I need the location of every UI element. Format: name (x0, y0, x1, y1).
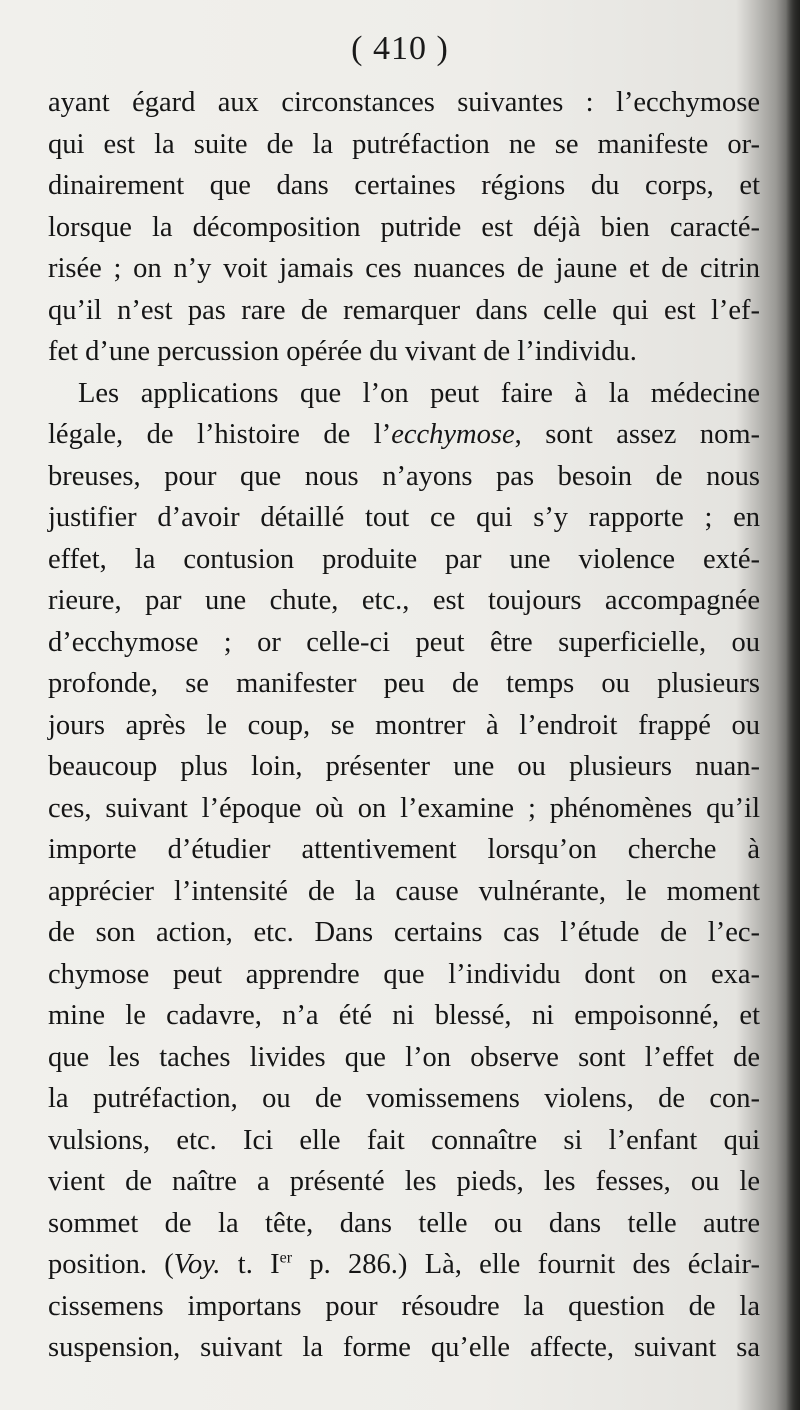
body-text (48, 82, 760, 1369)
text-line: de son action, etc. Dans certains cas l’étude de l’ec- (48, 917, 760, 948)
text-line: d’ecchymose ; or celle-ci peut être superficielle, ou (48, 626, 760, 658)
text-line: vient de naître a présenté les pieds, les fesses, ou le (48, 1166, 760, 1197)
text-line: fet d’une percussion opérée du vivant de l’individu. (48, 336, 637, 367)
text-segment: t. I (220, 1249, 280, 1280)
text-segment: , sont assez nom- (514, 419, 760, 450)
text-line: importe d’étudier attentivement lorsqu’on cherche à (48, 834, 760, 865)
text-segment: position. ( (48, 1249, 174, 1280)
text-line: chymose peut apprendre que l’individu dont on exa- (48, 958, 760, 990)
text-line: que les taches livides que l’on observe sont l’effet de (48, 1041, 760, 1073)
text-line: profonde, se manifester peu de temps ou plusieurs (48, 668, 760, 699)
text-line: justifier d’avoir détaillé tout ce qui s’y rapporte ; en (48, 502, 760, 533)
italic-term: ecchymose (391, 419, 515, 450)
text-line (48, 1244, 760, 1286)
text-line: rieure, par une chute, etc., est toujours accompagnée (48, 585, 760, 616)
text-line: breuses, pour que nous n’ayons pas besoin de nous (48, 460, 760, 492)
text-line: effet, la contusion produite par une violence exté- (48, 543, 760, 575)
text-line: suspension, suivant la forme qu’elle affecte, suivant sa (48, 1332, 760, 1363)
text-line: ayant égard aux circonstances suivantes : l’ecchymose (48, 87, 760, 118)
text-line: qu’il n’est pas rare de remarquer dans celle qui est l’ef- (48, 294, 760, 326)
text-line: la putréfaction, ou de vomissemens violens, de con- (48, 1083, 760, 1114)
text-segment: p. 286.) Là, elle fournit des éclair- (292, 1249, 760, 1280)
page-number: ( 410 ) (351, 30, 449, 67)
text-line: risée ; on n’y voit jamais ces nuances de jaune et de citrin (48, 253, 760, 284)
italic-abbreviation: Voy. (173, 1249, 221, 1280)
text-line: lorsque la décomposition putride est déjà bien caracté- (48, 211, 760, 243)
text-line: ces, suivant l’époque où on l’examine ; phénomènes qu’il (48, 792, 760, 824)
superscript: er (279, 1249, 293, 1267)
text-line: apprécier l’intensité de la cause vulnérante, le moment (48, 875, 760, 907)
text-line: jours après le coup, se montrer à l’endroit frappé ou (48, 709, 760, 741)
text-line: mine le cadavre, n’a été ni blessé, ni empoisonné, et (48, 1000, 760, 1031)
text-line: cissemens importans pour résoudre la question de la (48, 1290, 760, 1322)
page-edge-shadow (786, 0, 800, 1410)
text-line: beaucoup plus loin, présenter une ou plusieurs nuan- (48, 751, 760, 782)
text-segment: légale, de l’histoire de l’ (48, 419, 392, 450)
text-line: Les applications que l’on peut faire à la médecine (78, 377, 760, 409)
text-line: sommet de la tête, dans telle ou dans telle autre (48, 1207, 760, 1239)
text-line: vulsions, etc. Ici elle fait connaître si l’enfant qui (48, 1124, 760, 1156)
text-line (48, 414, 760, 456)
text-line: qui est la suite de la putréfaction ne se manifeste or- (48, 128, 760, 160)
text-line: dinairement que dans certaines régions du corps, et (48, 170, 760, 201)
